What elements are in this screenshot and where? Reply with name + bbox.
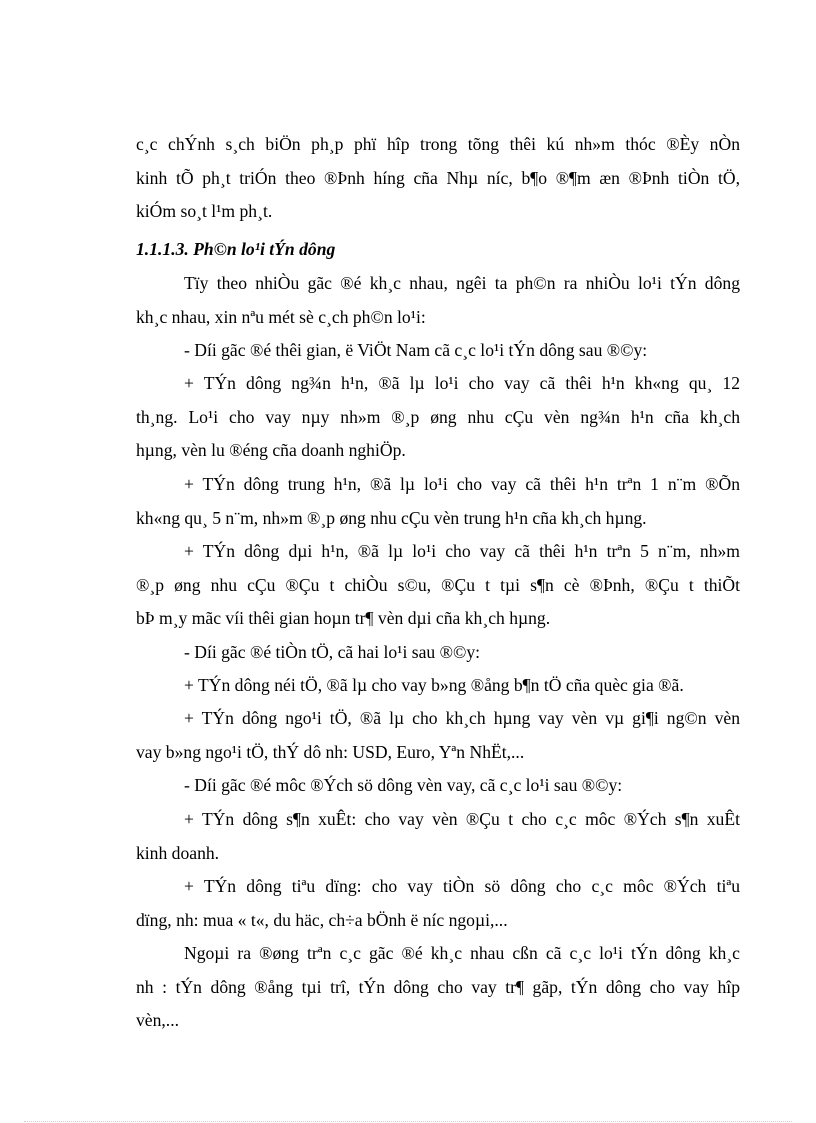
text-line: ®¸p øng nhu cÇu ®Çu t chiÒu s©u, ®Çu t tµi s¶n cè ®Þnh, ®Çu t thiÕt — [136, 574, 740, 595]
body-paragraph — [136, 937, 740, 1038]
text-line: kh«ng qu¸ 5 n¨m, nh»m ®¸p øng nhu cÇu vèn trung h¹n cña kh¸ch hµng. — [136, 507, 647, 528]
text-line: dïng, nh: mua « t«, du häc, ch÷a bÖnh ë níc ngoµi,... — [136, 909, 508, 930]
text-line: vèn,... — [136, 1010, 179, 1030]
text-line: - Díi gãc ®é tiÒn tÖ, cã hai lo¹i sau ®©y: — [184, 642, 481, 662]
text-line: + TÝn dông tiªu dïng: cho vay tiÒn sö dông cho c¸c môc ®Ých tiªu — [184, 876, 740, 896]
body-paragraph — [136, 870, 740, 937]
text-line: + TÝn dông dµi h¹n, ®ã lµ lo¹i cho vay cã thêi h¹n trªn 5 n¨m, nh»m — [184, 541, 740, 561]
text-line: Ngoµi ra ®øng trªn c¸c gãc ®é kh¸c nhau cßn cã c¸c lo¹i tÝn dông kh¸c — [184, 943, 740, 963]
body-paragraph — [136, 669, 740, 703]
text-line: + TÝn dông s¶n xuÊt: cho vay vèn ®Çu t cho c¸c môc ®Ých s¶n xuÊt — [184, 809, 740, 829]
body-paragraph — [136, 535, 740, 636]
text-line: + TÝn dông néi tÖ, ®ã lµ cho vay b»ng ®ång b¶n tÖ cña quèc gia ®ã. — [184, 675, 684, 695]
text-line: - Díi gãc ®é thêi gian, ë ViÖt Nam cã c¸c lo¹i tÝn dông sau ®©y: — [184, 340, 648, 360]
text-line: bÞ m¸y mãc víi thêi gian hoµn tr¶ vèn dµi cña kh¸ch hµng. — [136, 608, 551, 628]
text-line: - Díi gãc ®é môc ®Ých sö dông vèn vay, cã c¸c lo¹i sau ®©y: — [184, 775, 623, 795]
body-paragraph — [136, 334, 740, 368]
body-paragraph — [136, 636, 740, 670]
text-line: + TÝn dông trung h¹n, ®ã lµ lo¹i cho vay cã thêi h¹n trªn 1 n¨m ®Õn — [184, 474, 740, 494]
body-paragraph — [136, 367, 740, 468]
text-line: c¸c chÝnh s¸ch biÖn ph¸p phï hîp trong tõng thêi kú nh»m thóc ®Èy nÒn — [136, 134, 740, 154]
body-paragraph — [136, 267, 740, 334]
text-line: kh¸c nhau, xin nªu mét sè c¸ch ph©n lo¹i: — [136, 306, 426, 327]
page-bottom-divider — [24, 1121, 792, 1122]
body-paragraph — [136, 468, 740, 535]
text-line: vay b»ng ngo¹i tÖ, thÝ dô nh: USD, Euro, Yªn NhËt,... — [136, 741, 525, 762]
text-line: Tïy theo nhiÒu gãc ®é kh¸c nhau, ngêi ta ph©n ra nhiÒu lo¹i tÝn dông — [184, 273, 740, 293]
text-line: + TÝn dông ngo¹i tÖ, ®ã lµ cho kh¸ch hµng vay vèn vµ gi¶i ng©n vèn — [184, 708, 740, 728]
body-paragraph — [136, 803, 740, 870]
text-line: kiÓm so¸t l¹m ph¸t. — [136, 201, 273, 221]
text-line: + TÝn dông ng¾n h¹n, ®ã lµ lo¹i cho vay cã thêi h¹n kh«ng qu¸ 12 — [184, 373, 740, 393]
text-line: nh : tÝn dông ®ång tµi trî, tÝn dông cho vay tr¶ gãp, tÝn dông cho vay hîp — [136, 976, 740, 997]
body-paragraph — [136, 702, 740, 769]
section-heading: 1.1.1.3. Ph©n lo¹i tÝn dông — [136, 239, 336, 259]
intro-paragraph — [136, 128, 740, 229]
text-line: th¸ng. Lo¹i cho vay nµy nh»m ®¸p øng nhu cÇu vèn ng¾n h¹n cña kh¸ch — [136, 406, 740, 427]
body-paragraph — [136, 769, 740, 803]
text-line: kinh tÕ ph¸t triÓn theo ®Þnh híng cña Nhµ níc, b¶o ®¶m æn ®Þnh tiÒn tÖ, — [136, 167, 740, 188]
text-line: kinh doanh. — [136, 842, 220, 863]
text-line: hµng, vèn lu ®éng cña doanh nghiÖp. — [136, 440, 406, 460]
